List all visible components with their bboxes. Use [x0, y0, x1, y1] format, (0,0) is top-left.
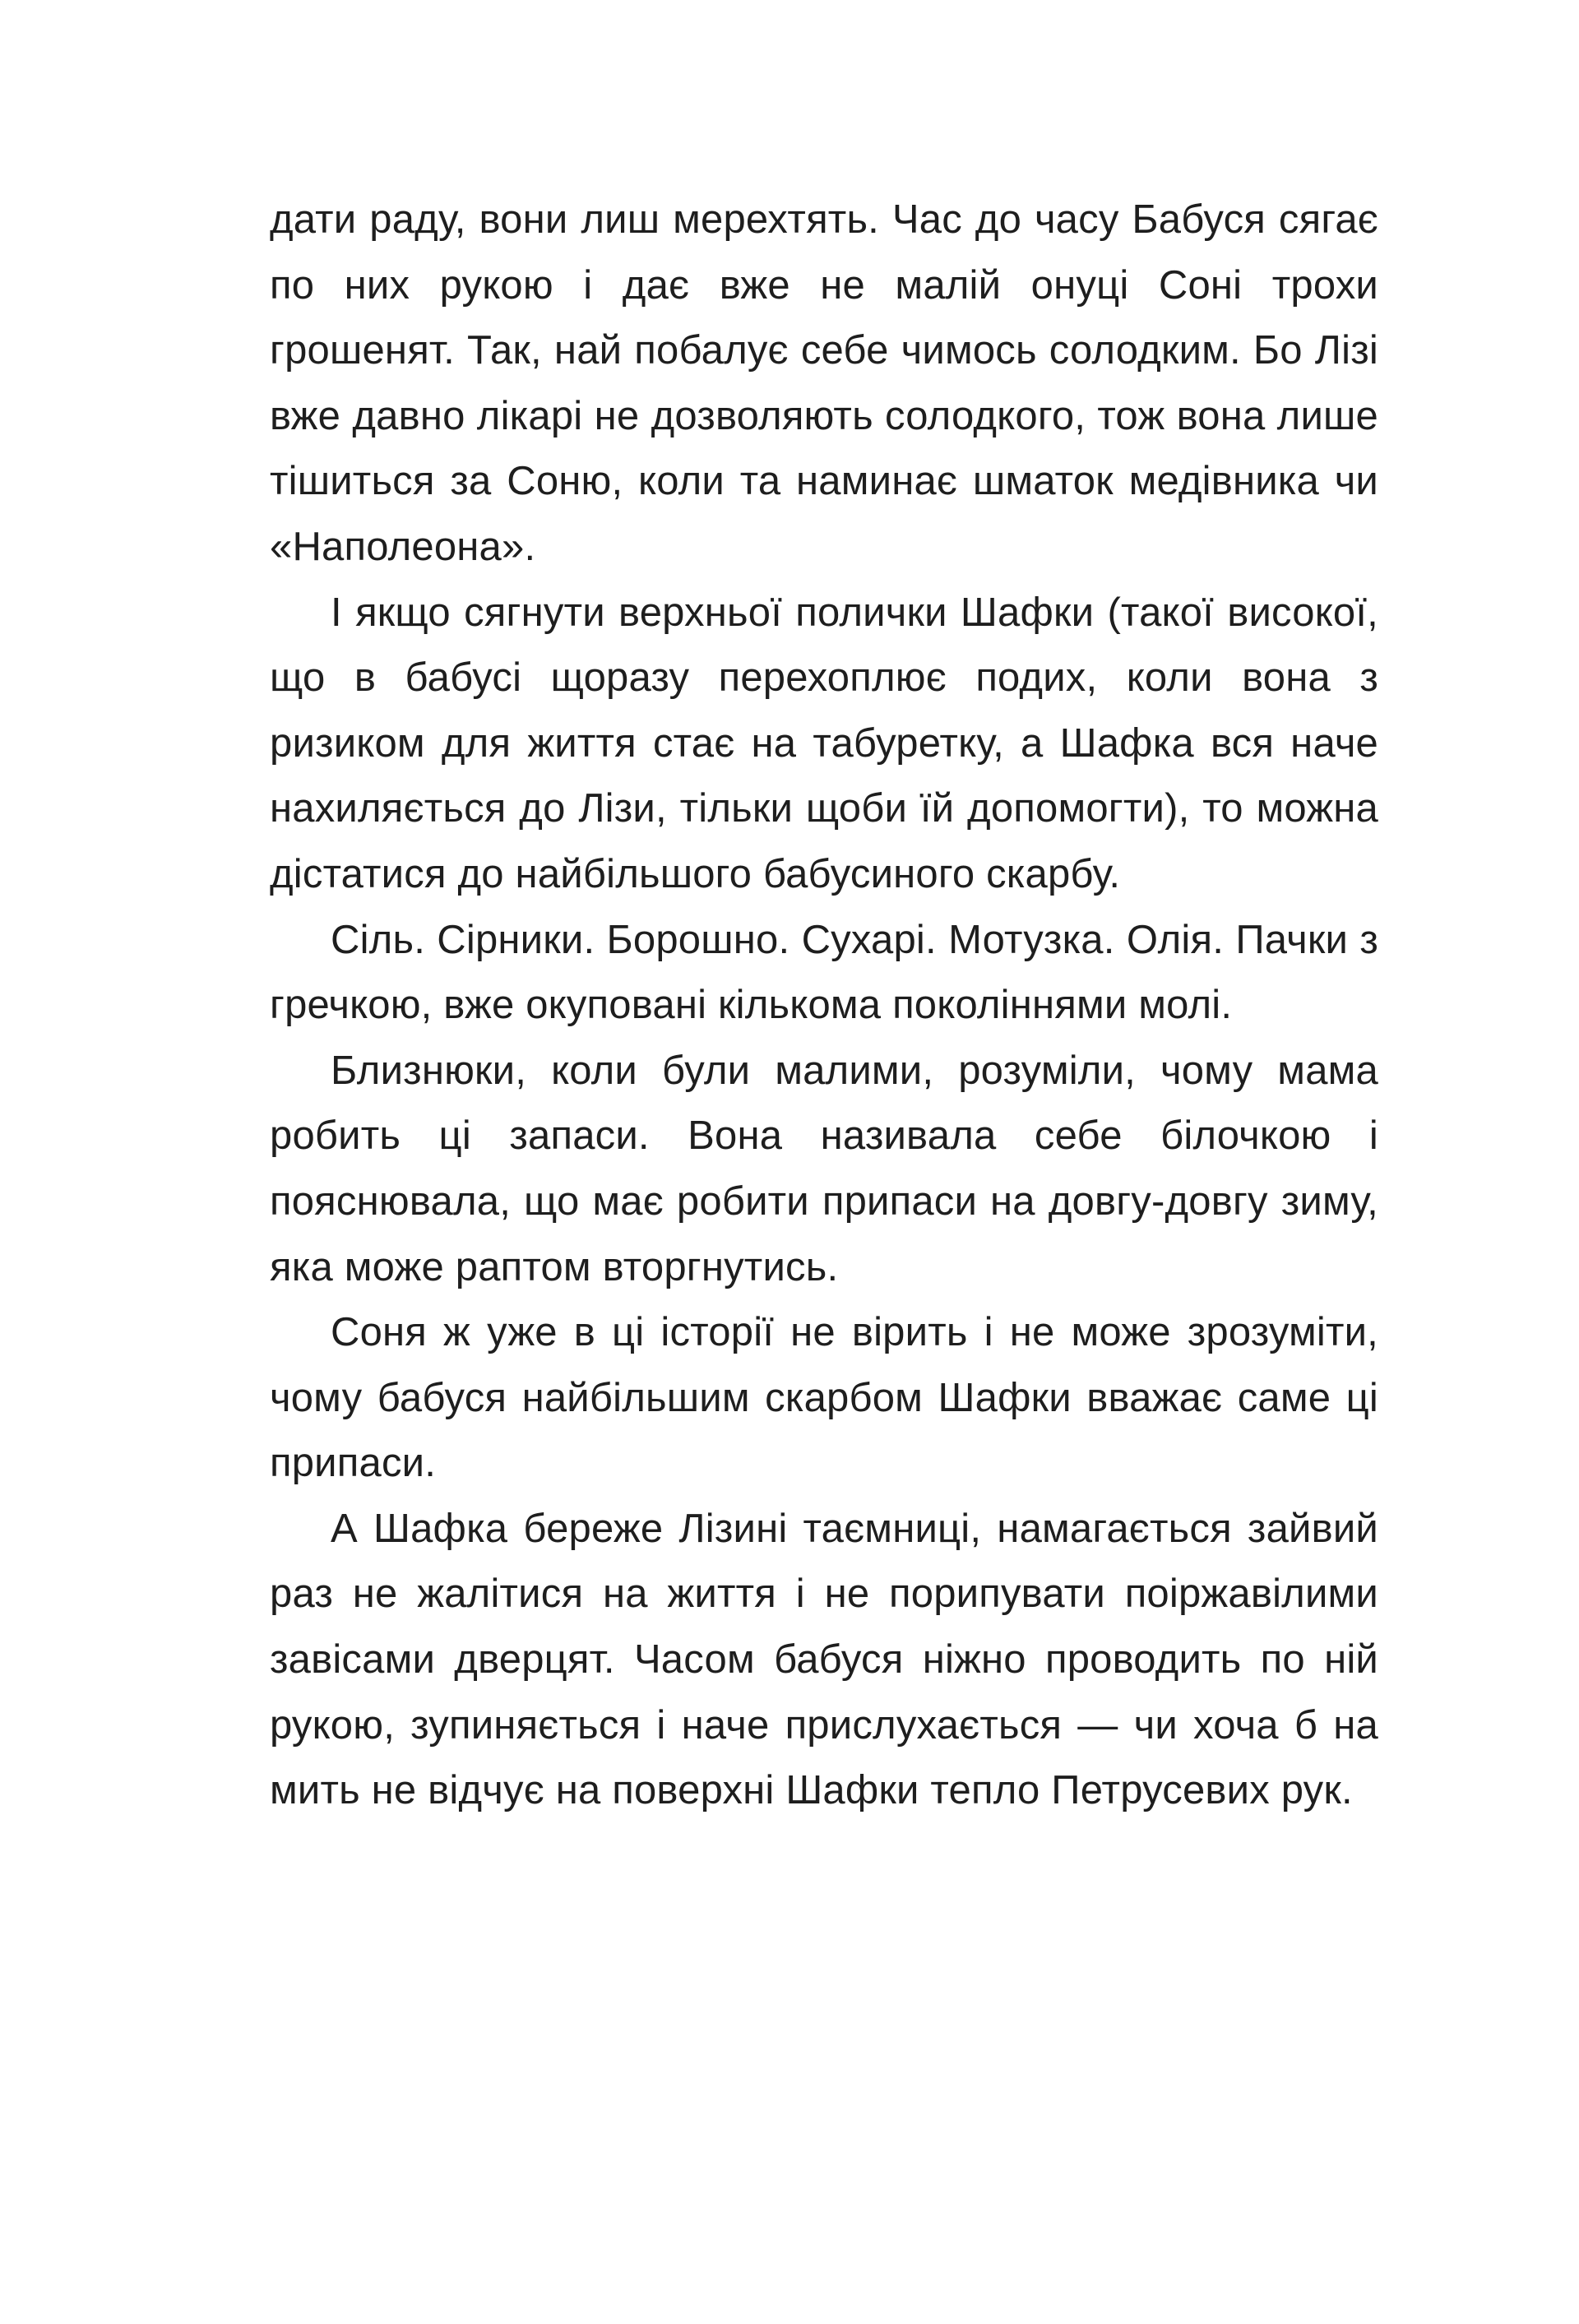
- paragraph-2: І якщо сягнути верхньої полички Шафки (такої високої, що в бабусі щоразу перехоплює подих, коли вона з ризиком для життя стає на табуретку, а Шафка вся наче нахиляється до Лізи, тільки щоби їй допомогти), то можна дістатися до найбільшого бабусиного скарбу.: [270, 590, 1378, 896]
- paragraph-6: А Шафка береже Лізині таємниці, намагається зайвий раз не жалітися на життя і не порипувати поіржавілими завісами дверцят. Часом бабуся ніжно проводить по ній рукою, зупиняється і наче прислухається — чи хоча б на мить не відчує на поверхні Шафки тепло Петрусевих рук.: [270, 1506, 1378, 1813]
- paragraph-3: Сіль. Сірники. Борошно. Сухарі. Мотузка. Олія. Пачки з гречкою, вже окуповані кількома поколіннями молі.: [270, 917, 1378, 1028]
- page-text: [270, 187, 1378, 1824]
- paragraph-4: Близнюки, коли були малими, розуміли, чому мама робить ці запаси. Вона називала себе білочкою і пояснювала, що має робити припаси на довгу-довгу зиму, яка може раптом вторгнутись.: [270, 1048, 1378, 1289]
- paragraph-1: дати раду, вони лиш мерехтять. Час до часу Бабуся сягає по них рукою і дає вже не малій онуці Соні трохи грошенят. Так, най побалує себе чимось солодким. Бо Лізі вже давно лікарі не дозволяють солодкого, тож вона лише тішиться за Соню, коли та наминає шматок медівника чи «Наполеона».: [270, 197, 1378, 569]
- paragraph-5: Соня ж уже в ці історії не вірить і не може зрозуміти, чому бабуся найбільшим скарбом Шафки вважає саме ці припаси.: [270, 1310, 1378, 1486]
